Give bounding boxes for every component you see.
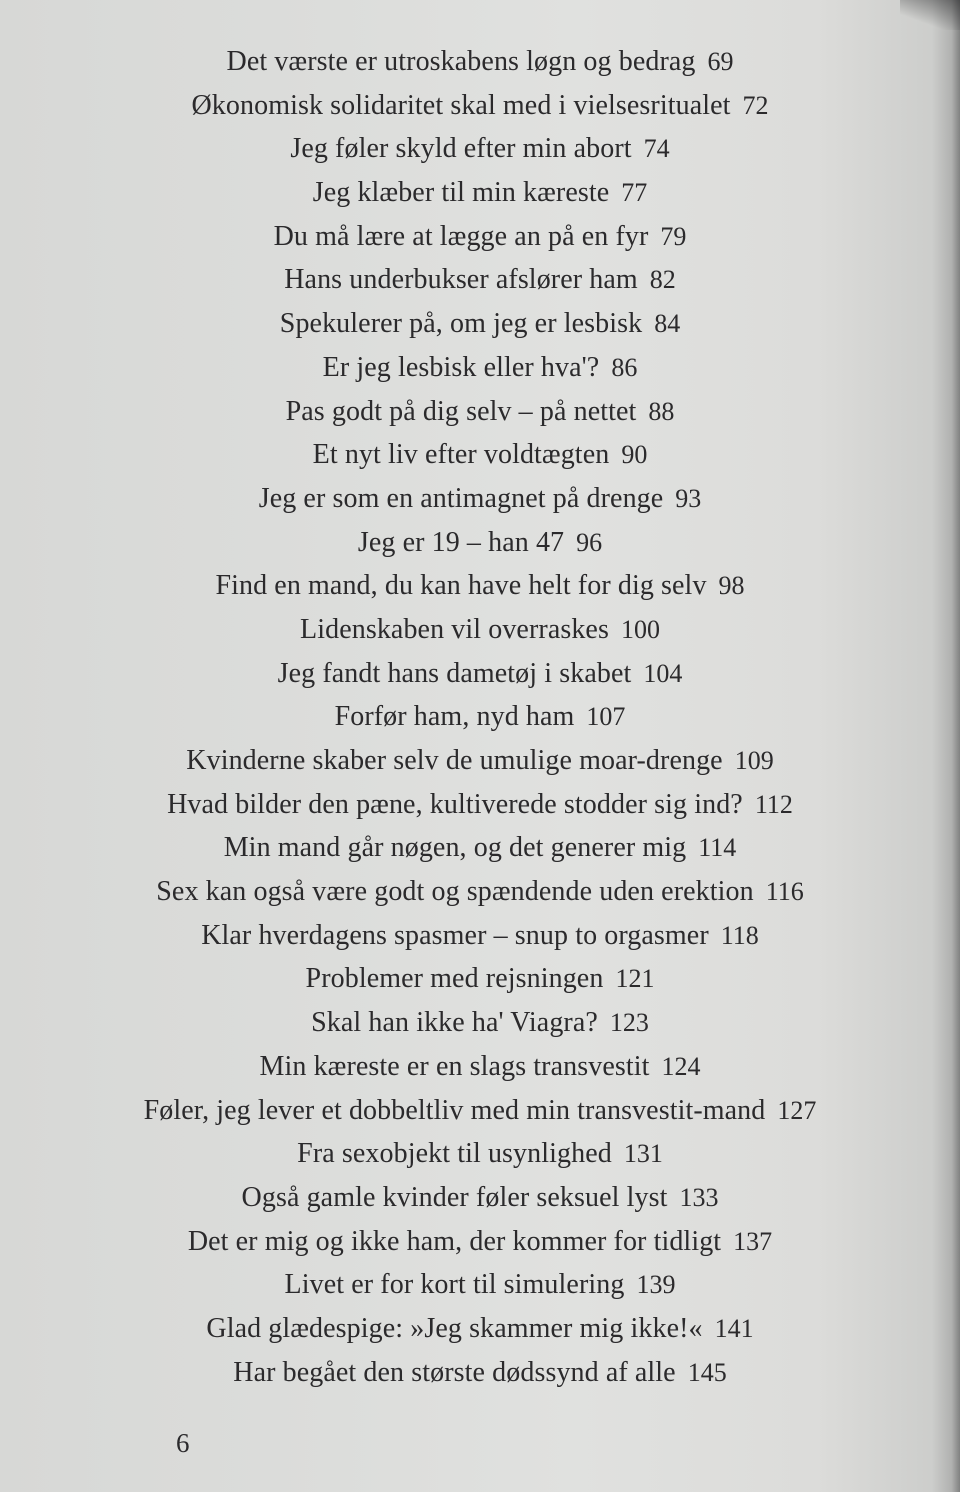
- toc-entry-page: 100: [620, 614, 660, 644]
- toc-entry-title: Jeg er som en antimagnet på drenge: [258, 482, 664, 514]
- toc-entry-page: 137: [733, 1226, 773, 1256]
- toc-entry-title: Også gamle kvinder føler seksuel lyst: [241, 1181, 668, 1213]
- toc-entry-page: 74: [643, 134, 670, 164]
- toc-entry: [0, 695, 960, 739]
- toc-entry: [0, 1176, 960, 1220]
- toc-entry: [0, 433, 960, 477]
- toc-entry: [0, 608, 960, 652]
- toc-entry: [0, 826, 960, 870]
- toc-entry-page: 79: [660, 221, 687, 251]
- toc-entry-page: 107: [586, 702, 626, 732]
- toc-entry-title: Skal han ikke ha' Viagra?: [311, 1007, 598, 1039]
- toc-entry-page: 109: [734, 746, 774, 775]
- toc-entry-page: 104: [643, 658, 683, 688]
- toc-entry-title: Fra sexobjekt til usynlighed: [297, 1138, 612, 1170]
- toc-entry-title: Min mand går nøgen, og det generer mig: [223, 832, 687, 864]
- toc-entry-title: Klar hverdagens spasmer – snup to orgasmer: [201, 919, 709, 951]
- toc-entry-title: Jeg klæber til min kæreste: [312, 177, 610, 209]
- toc-entry-page: 98: [718, 571, 745, 601]
- toc-entry: [0, 258, 960, 302]
- toc-entry-title: Find en mand, du kan have helt for dig selv: [215, 570, 707, 602]
- toc-entry-title: Føler, jeg lever et dobbeltliv med min transvestit-mand: [143, 1094, 766, 1126]
- page-number: 6: [176, 1428, 190, 1458]
- toc-entry-title: Har begået den største dødssynd af alle: [233, 1356, 676, 1388]
- toc-entry: [0, 564, 960, 608]
- toc-entry: [0, 1220, 960, 1264]
- toc-entry-title: Kvinderne skaber selv de umulige moar-drenge: [186, 745, 723, 776]
- toc-entry-title: Jeg er 19 – han 47: [357, 526, 565, 558]
- toc-entry-page: 131: [623, 1139, 663, 1169]
- toc-entry-page: 123: [609, 1008, 649, 1038]
- toc-entry-title: Spekulerer på, om jeg er lesbisk: [279, 308, 643, 340]
- table-of-contents: [0, 40, 960, 1394]
- toc-entry-page: 69: [707, 47, 734, 76]
- toc-entry-title: Det værste er utroskabens løgn og bedrag: [226, 46, 696, 77]
- toc-entry: [0, 477, 960, 521]
- toc-entry: [0, 1045, 960, 1089]
- toc-entry: [0, 739, 960, 783]
- toc-entry-title: Glad glædespige: »Jeg skammer mig ikke!«: [206, 1312, 703, 1344]
- toc-entry-page: 139: [636, 1270, 676, 1300]
- toc-entry: [0, 1132, 960, 1176]
- toc-entry-page: 90: [621, 440, 648, 470]
- toc-entry: [0, 521, 960, 565]
- toc-entry: [0, 783, 960, 827]
- toc-entry: [0, 1001, 960, 1045]
- toc-entry-page: 93: [675, 483, 702, 513]
- toc-entry: [0, 870, 960, 914]
- toc-entry-title: Et nyt liv efter voldtægten: [312, 439, 610, 471]
- toc-entry: [0, 652, 960, 696]
- toc-entry-title: Problemer med rejsningen: [305, 963, 604, 995]
- toc-entry-page: 118: [720, 920, 759, 950]
- toc-entry-title: Pas godt på dig selv – på nettet: [285, 395, 637, 427]
- toc-entry-title: Livet er for kort til simulering: [284, 1269, 625, 1301]
- toc-entry-title: Jeg fandt hans dametøj i skabet: [277, 657, 632, 689]
- toc-entry-page: 133: [679, 1182, 719, 1212]
- toc-entry-page: 141: [714, 1313, 754, 1343]
- toc-entry: [0, 84, 960, 128]
- toc-entry-page: 72: [742, 90, 769, 120]
- toc-entry: [0, 1089, 960, 1133]
- toc-entry-title: Sex kan også være godt og spændende uden erektion: [156, 876, 754, 908]
- toc-entry-title: Du må lære at lægge an på en fyr: [273, 220, 649, 252]
- toc-entry: [0, 1351, 960, 1395]
- toc-entry-title: Jeg føler skyld efter min abort: [290, 133, 632, 165]
- toc-entry-page: 114: [698, 833, 737, 863]
- toc-entry-page: 82: [649, 265, 676, 295]
- toc-entry-title: Hans underbukser afslører ham: [284, 264, 638, 296]
- toc-entry: [0, 127, 960, 171]
- toc-entry: [0, 171, 960, 215]
- toc-entry-page: 127: [777, 1095, 817, 1125]
- toc-entry: [0, 1263, 960, 1307]
- toc-entry-page: 96: [576, 527, 603, 557]
- toc-entry-title: Hvad bilder den pæne, kultiverede stodder sig ind?: [167, 788, 743, 820]
- toc-entry-page: 86: [611, 352, 638, 382]
- toc-entry-page: 121: [615, 964, 655, 994]
- toc-entry: [0, 1307, 960, 1351]
- toc-entry: [0, 302, 960, 346]
- toc-entry-page: 145: [687, 1357, 727, 1387]
- toc-entry: [0, 914, 960, 958]
- toc-entry-title: Det er mig og ikke ham, der kommer for tidligt: [187, 1225, 722, 1257]
- toc-entry-page: 124: [661, 1051, 701, 1081]
- toc-entry-title: Lidenskaben vil overraskes: [300, 613, 609, 645]
- toc-entry-page: 88: [648, 396, 675, 426]
- toc-entry: [0, 215, 960, 259]
- toc-entry: [0, 346, 960, 390]
- toc-entry-page: 116: [765, 877, 804, 907]
- toc-entry: [0, 390, 960, 434]
- toc-entry-page: 77: [621, 178, 648, 208]
- toc-entry-page: 112: [754, 789, 793, 819]
- toc-entry-page: 84: [654, 309, 681, 339]
- toc-entry-title: Økonomisk solidaritet skal med i vielsesritualet: [191, 89, 731, 121]
- toc-entry-title: Er jeg lesbisk eller hva'?: [322, 351, 600, 383]
- toc-entry-title: Forfør ham, nyd ham: [334, 701, 575, 733]
- page-corner-shadow: [900, 0, 960, 30]
- toc-entry-title: Min kæreste er en slags transvestit: [259, 1050, 650, 1082]
- toc-entry: [0, 957, 960, 1001]
- toc-entry: [0, 40, 960, 84]
